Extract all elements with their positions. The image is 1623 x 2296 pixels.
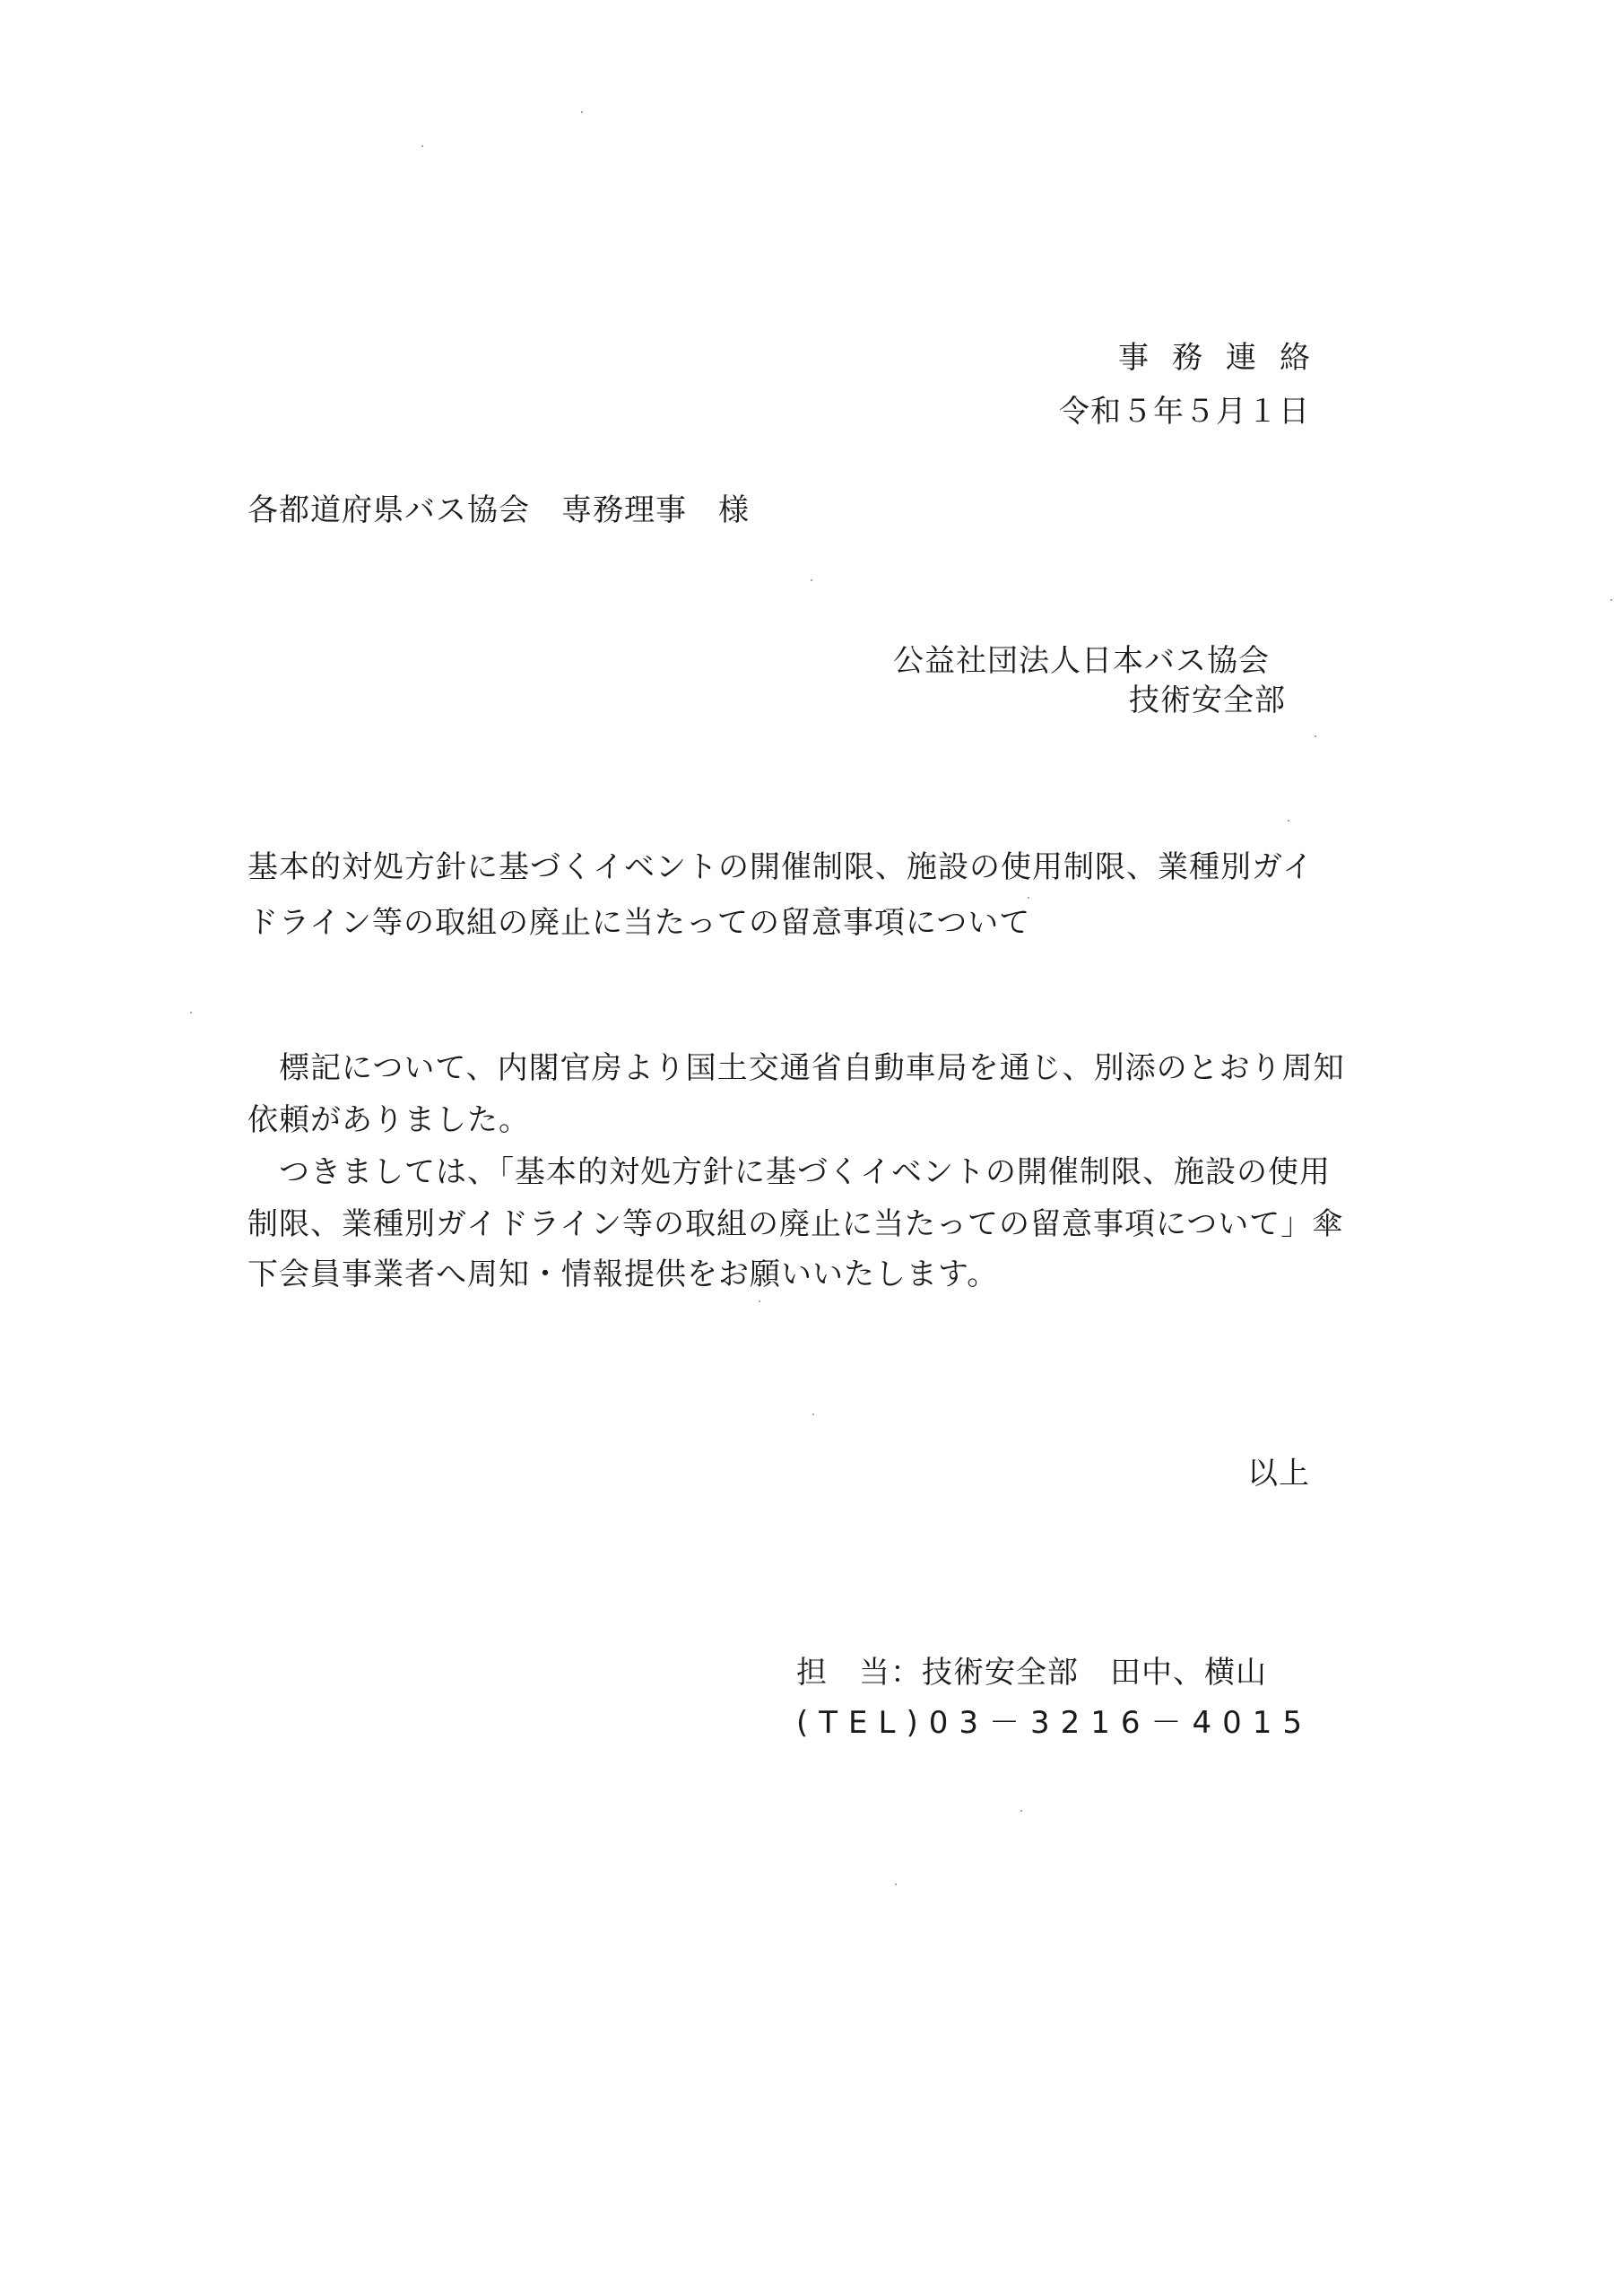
body-line: 標記について、内閣官房より国土交通省自動車局を通じ、別添のとおり周知 — [247, 1050, 1345, 1086]
body-line: つきましては、「基本的対処方針に基づくイベントの開催制限、施設の使用 — [247, 1154, 1331, 1190]
closing-mark: 以上 — [1247, 1456, 1310, 1492]
contact-person: 担 当：技術安全部 田中、横山 — [796, 1655, 1267, 1691]
scan-speck — [895, 1883, 897, 1885]
recipient: 各都道府県バス協会 専務理事 様 — [247, 492, 750, 528]
scan-speck — [1315, 735, 1316, 737]
body-line: 制限、業種別ガイドライン等の取組の廃止に当たっての留意事項について」傘 — [247, 1206, 1344, 1242]
scan-speck — [759, 1300, 760, 1302]
subject-line: 基本的対処方針に基づくイベントの開催制限、施設の使用制限、業種別ガイ — [247, 849, 1314, 885]
sender-department: 技術安全部 — [1129, 683, 1286, 718]
sender-organization: 公益社団法人日本バス協会 — [893, 643, 1270, 679]
scan-speck — [581, 111, 583, 113]
document-date: 令和５年５月１日 — [1059, 394, 1310, 430]
contact-tel: (TEL)03－3216－4015 — [796, 1705, 1314, 1741]
subject-line: ドライン等の取組の廃止に当たっての留意事項について — [247, 905, 1031, 941]
document-type: 事務連絡 — [1118, 340, 1333, 376]
scan-speck — [190, 1012, 192, 1013]
scan-speck — [811, 579, 812, 581]
scan-speck — [1610, 599, 1612, 601]
scan-speck — [1288, 820, 1289, 822]
scan-speck — [421, 145, 423, 147]
scan-speck — [1028, 897, 1029, 899]
scan-speck — [1020, 1810, 1022, 1812]
body-line: 下会員事業者へ周知・情報提供をお願いいたします。 — [247, 1257, 999, 1292]
body-line: 依頼がありました。 — [247, 1102, 530, 1138]
scan-speck — [812, 1413, 814, 1415]
